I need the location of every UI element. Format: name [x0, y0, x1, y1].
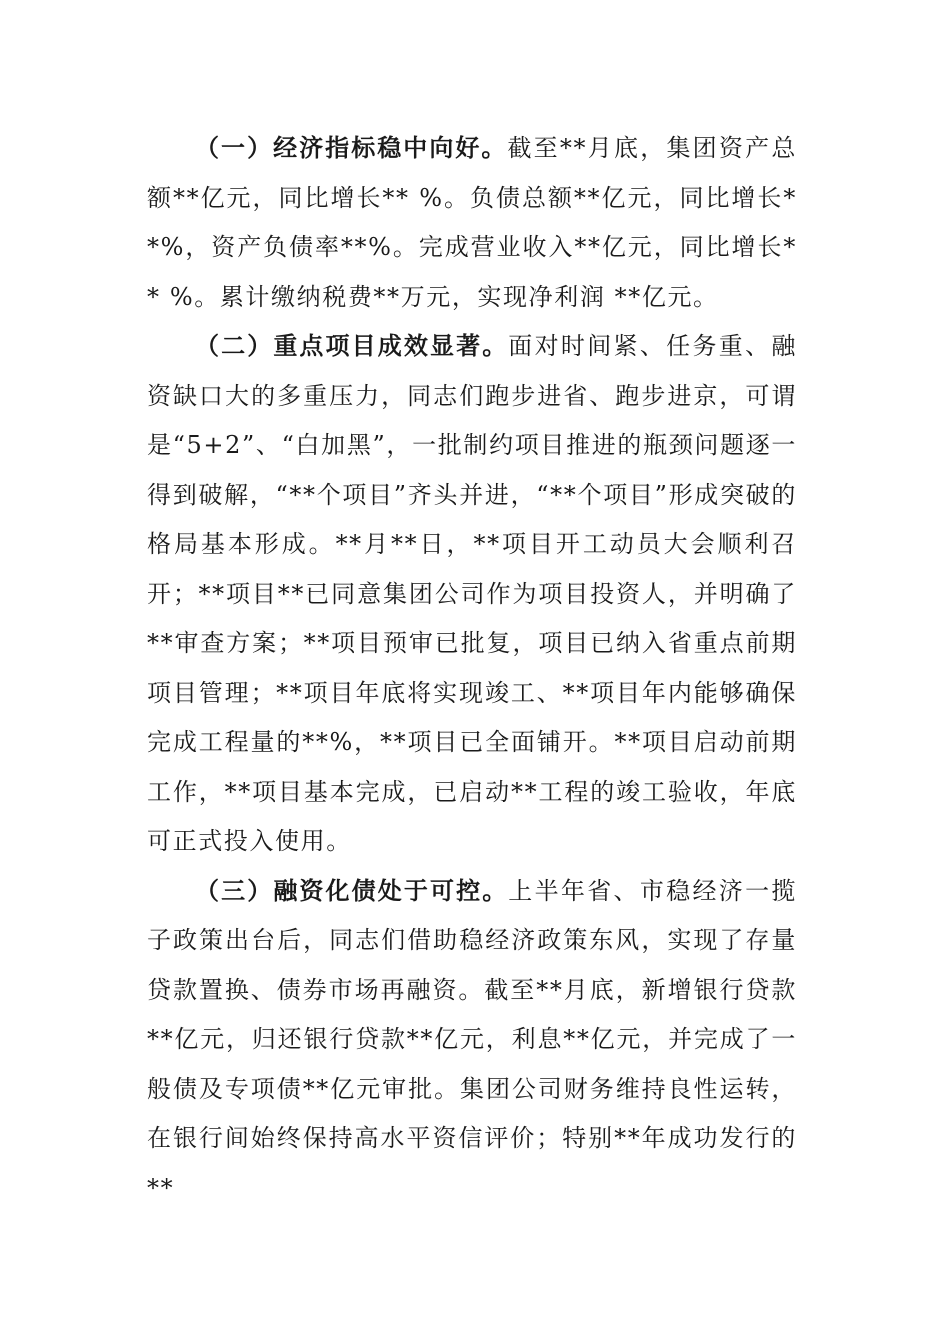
- paragraph-financing-debt: [147, 867, 797, 1214]
- paragraph-heading: （一）经济指标稳中向好。: [195, 134, 508, 162]
- paragraph-economic-indicators: [147, 124, 797, 322]
- paragraph-text: 上半年省、市稳经济一揽子政策出台后，同志们借助稳经济政策东风，实现了存量贷款置换、债券市场再融资。截至**月底，新增银行贷款**亿元，归还银行贷款**亿元，利息**亿元，并完成了一般债及专项债**亿元审批。集团公司财务维持良性运转，在银行间始终保持高水平资信评价；特别**年成功发行的**: [147, 876, 797, 1202]
- paragraph-key-projects: [147, 322, 797, 867]
- paragraph-text: 面对时间紧、任务重、融资缺口大的多重压力，同志们跑步进省、跑步进京，可谓是“5+2”、“白加黑”，一批制约项目推进的瓶颈问题逐一得到破解，“**个项目”齐头并进，“**个项目”形成突破的格局基本形成。**月**日，**项目开工动员大会顺利召开；**项目**已同意集团公司作为项目投资人，并明确了**审查方案；**项目预审已批复，项目已纳入省重点前期项目管理；**项目年底将实现竣工、**项目年内能够确保完成工程量的**%，**项目已全面铺开。**项目启动前期工作，**项目基本完成，已启动**工程的竣工验收，年底可正式投入使用。: [147, 332, 797, 855]
- paragraph-text: 截至**月底，集团资产总额**亿元，同比增长** %。负债总额**亿元，同比增长**%，资产负债率**%。完成营业收入**亿元，同比增长** %。累计缴纳税费**万元，实现净利润 **亿元。: [147, 134, 797, 311]
- paragraph-heading: （二）重点项目成效显著。: [195, 332, 509, 360]
- paragraph-heading: （三）融资化债处于可控。: [195, 876, 509, 905]
- document-body: [147, 124, 797, 1213]
